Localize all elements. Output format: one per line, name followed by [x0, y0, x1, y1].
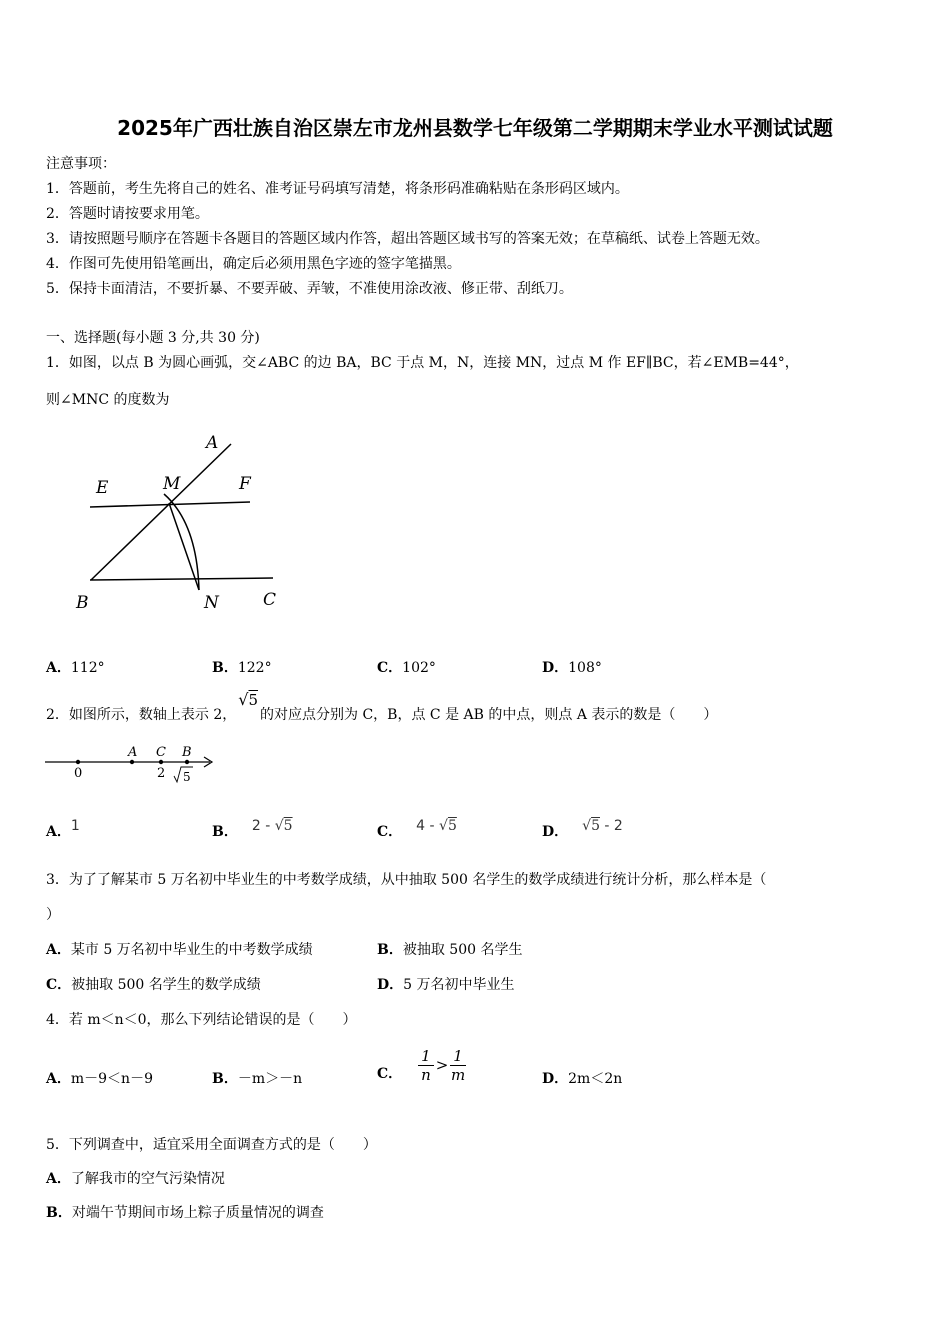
- q1-option-b: B．122°: [212, 660, 272, 676]
- label-m: M: [163, 474, 181, 494]
- tick-two: 2: [157, 766, 166, 781]
- notice-item: 5．保持卡面清洁，不要折暴、不要弄破、弄皱，不准使用涂改液、修正带、刮纸刀。: [46, 281, 573, 297]
- notice-item: 1．答题前，考生先将自己的姓名、准考证号码填写清楚，将条形码准确粘贴在条形码区域内。: [46, 181, 629, 197]
- fraction-1-over-n: $\frac{1}{n}$: [418, 1047, 434, 1084]
- q2-stem: 2．如图所示，数轴上表示 2，√5的对应点分别为 C，B，点 C 是 AB 的中点，则点 A 表示的数是（ ）: [46, 690, 718, 723]
- q4-option-d: D．2m＜2n: [542, 1071, 623, 1087]
- point-a: [130, 760, 134, 764]
- q3-option-b: B．被抽取 500 名学生: [377, 942, 523, 958]
- q5-option-b: B．对端午节期间市场上粽子质量情况的调查: [46, 1205, 324, 1221]
- q2-option-b: B． 2 - √5: [212, 818, 293, 840]
- tick-root: 5: [183, 770, 191, 784]
- section-heading: 一、选择题(每小题 3 分,共 30 分): [46, 330, 260, 346]
- q1-stem: 1．如图，以点 B 为圆心画弧，交∠ABC 的边 BA，BC 于点 M，N，连接 MN，过点 M 作 EF∥BC，若∠EMB=44°，: [46, 355, 799, 371]
- notice-heading: 注意事项：: [46, 156, 116, 172]
- q2-option-d: D． √5 - 2: [542, 818, 623, 840]
- tick-zero: 0: [74, 766, 83, 781]
- q2-option-c: C． 4 - √5: [377, 818, 457, 840]
- label-a: A: [128, 745, 138, 760]
- label-f: F: [239, 474, 251, 494]
- q4-option-a: A．m－9＜n－9: [46, 1071, 153, 1087]
- notice-item: 4．作图可先使用铅笔画出，确定后必须用黑色字迹的签字笔描黑。: [46, 256, 461, 272]
- label-c: C: [263, 590, 277, 610]
- line-bc: [90, 578, 273, 580]
- fraction-1-over-m: $\frac{1}{m}$: [450, 1046, 466, 1084]
- ray-ba: [91, 444, 231, 580]
- segment-mn: [169, 503, 199, 590]
- q4-option-b: B．－m＞－n: [212, 1071, 303, 1087]
- point-zero: [76, 760, 80, 764]
- q3-option-a: A．某市 5 万名初中毕业生的中考数学成绩: [46, 942, 313, 958]
- q5-stem: 5．下列调查中，适宜采用全面调查方式的是（ ）: [46, 1137, 377, 1153]
- q4-option-c: C． $\frac{1}{n}$ > $\frac{1}{m}$: [377, 1046, 466, 1084]
- label-c: C: [156, 745, 166, 760]
- q1-stem-cont: 则∠MNC 的度数为: [46, 392, 170, 408]
- label-e: E: [96, 478, 109, 498]
- notice-item: 3．请按照题号顺序在答题卡各题目的答题区域内作答，超出答题区域书写的答案无效；在草稿纸、试卷上答题无效。: [46, 231, 769, 247]
- q4-stem: 4．若 m＜n＜0，那么下列结论错误的是（ ）: [46, 1012, 357, 1028]
- sqrt5-expr: √5: [238, 690, 259, 709]
- label-n: N: [204, 593, 219, 613]
- q2-option-a: A．1: [46, 818, 80, 840]
- q5-option-a: A．了解我市的空气污染情况: [46, 1171, 225, 1187]
- q3-stem-cont: ）: [46, 907, 60, 923]
- q1-option-c: C．102°: [377, 660, 436, 676]
- q3-option-d: D．5 万名初中毕业生: [377, 977, 515, 993]
- q3-stem: 3．为了了解某市 5 万名初中毕业生的中考数学成绩，从中抽取 500 名学生的数学成绩进行统计分析，那么样本是（: [46, 872, 767, 888]
- point-b: [185, 760, 189, 764]
- point-c: [159, 760, 163, 764]
- q1-geometry-figure: [60, 428, 320, 618]
- q1-option-d: D．108°: [542, 660, 602, 676]
- label-b: B: [182, 745, 192, 760]
- q3-option-c: C．被抽取 500 名学生的数学成绩: [46, 977, 261, 993]
- q2-number-line: [40, 740, 230, 788]
- notice-item: 2．答题时请按要求用笔。: [46, 206, 209, 222]
- page-title: 2025年广西壮族自治区崇左市龙州县数学七年级第二学期期末学业水平测试试题: [117, 116, 833, 140]
- q1-option-a: A．112°: [46, 660, 105, 676]
- label-a: A: [206, 433, 219, 453]
- label-b: B: [76, 593, 89, 613]
